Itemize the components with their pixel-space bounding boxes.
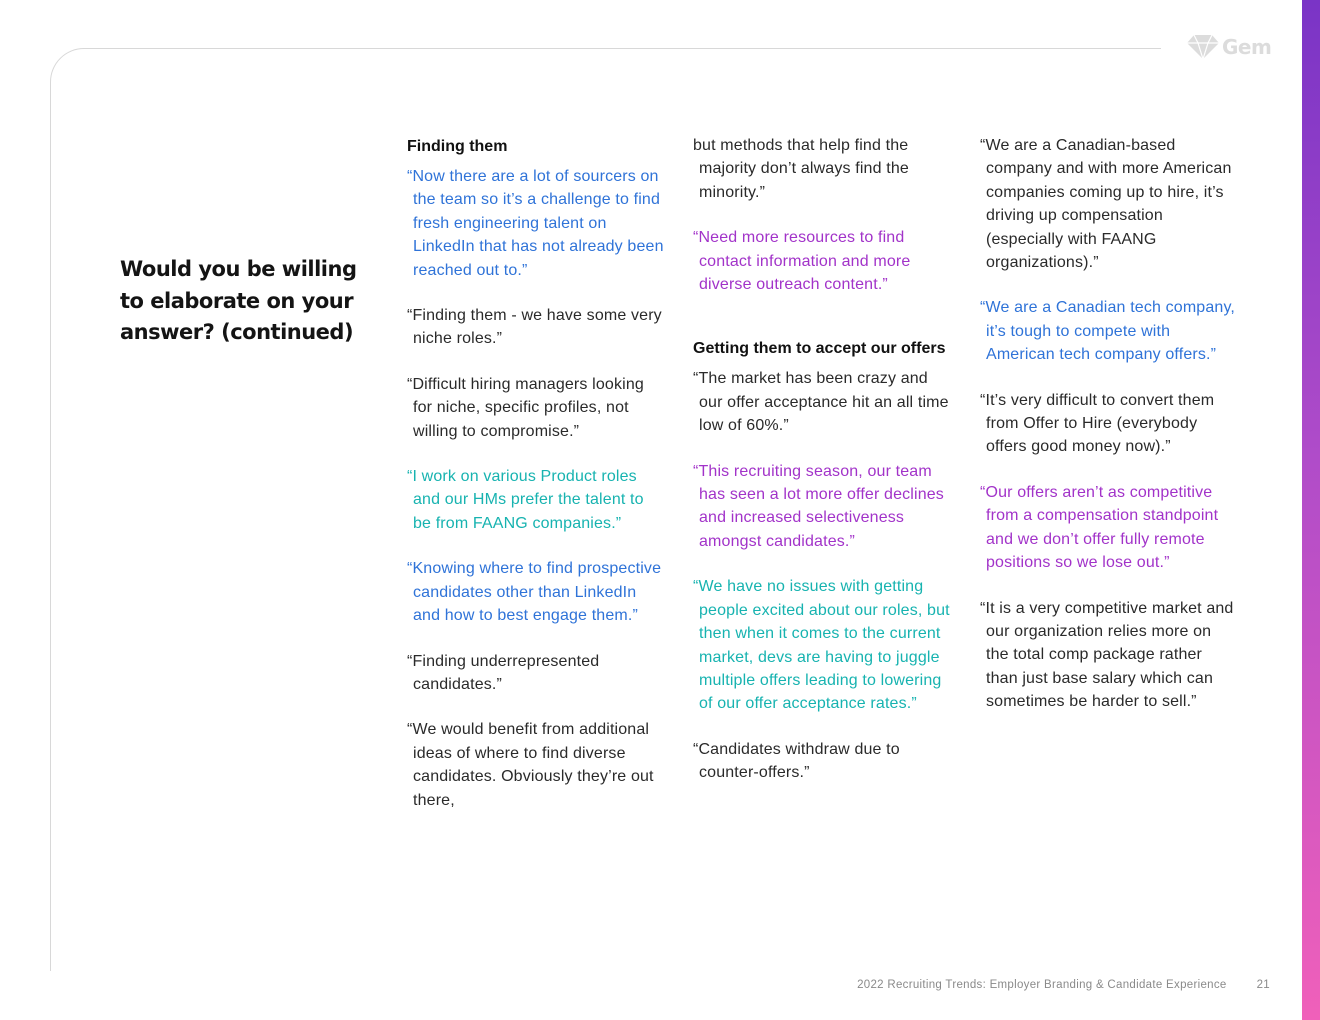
quote: “We would benefit from additional ideas of where to find diverse candidates. Obviously they’re out there, xyxy=(407,721,654,809)
quote: “Need more resources to find contact information and more diverse outreach content.” xyxy=(693,229,911,294)
quote: “Our offers aren’t as competitive from a compensation standpoint and we don’t offer fully remote positions so we lose out.” xyxy=(980,483,1219,572)
column-2 xyxy=(693,134,951,807)
gradient-side-bar xyxy=(1302,0,1320,1020)
quote: “It is a very competitive market and our organization relies more on the total comp package rather than just base salary which can sometimes be harder to sell.” xyxy=(980,599,1234,711)
page-heading: Would you be willing to elaborate on your answer? (continued) xyxy=(120,257,357,344)
quote: “The market has been crazy and our offer acceptance hit an all time low of 60%.” xyxy=(693,370,949,435)
quote: “We are a Canadian tech company, it’s tough to compete with American tech company offers.” xyxy=(980,299,1236,364)
quote: “We are a Canadian-based company and with more American companies coming up to hire, it’s driving up compensation (especially with FAANG organizations).” xyxy=(980,137,1232,272)
quote: “Now there are a lot of sourcers on the team so it’s a challenge to find fresh engineering talent on LinkedIn that has not already been reached out to.” xyxy=(407,168,664,279)
footer-title: 2022 Recruiting Trends: Employer Branding & Candidate Experience xyxy=(857,979,1227,991)
quote: “Difficult hiring managers looking for niche, specific profiles, not willing to compromise.” xyxy=(407,375,644,440)
quote: “Finding underrepresented candidates.” xyxy=(407,652,600,693)
logo-text: Gem xyxy=(1222,35,1272,59)
subheading-finding-them: Finding them xyxy=(407,138,508,155)
quote: “Candidates withdraw due to counter-offers.” xyxy=(693,740,900,782)
page-number: 21 xyxy=(1256,979,1270,991)
column-1 xyxy=(407,134,665,834)
subheading-accept-offers: Getting them to accept our offers xyxy=(693,340,946,358)
quote-continued: but methods that help find the majority don’t always find the minority.” xyxy=(693,137,909,201)
quote: “This recruiting season, our team has seen a lot more offer declines and increased selectiveness amongst candidates.” xyxy=(693,462,944,550)
quote: “It’s very difficult to convert them from Offer to Hire (everybody offers good money now).” xyxy=(980,391,1215,456)
quote: “Knowing where to find prospective candidates other than LinkedIn and how to best engage them.” xyxy=(407,560,662,625)
quote: “We have no issues with getting people excited about our roles, but then when it comes to the current market, devs are having to juggle multiple offers leading to lowering of our offer acceptance rates.” xyxy=(693,578,950,713)
gem-diamond-icon xyxy=(1186,34,1220,60)
quote: “I work on various Product roles and our HMs prefer the talent to be from FAANG companies.” xyxy=(407,468,644,532)
page-footer xyxy=(700,979,1270,991)
gem-logo xyxy=(1186,33,1271,61)
column-3 xyxy=(980,134,1238,736)
quote: “Finding them - we have some very niche roles.” xyxy=(407,307,662,348)
